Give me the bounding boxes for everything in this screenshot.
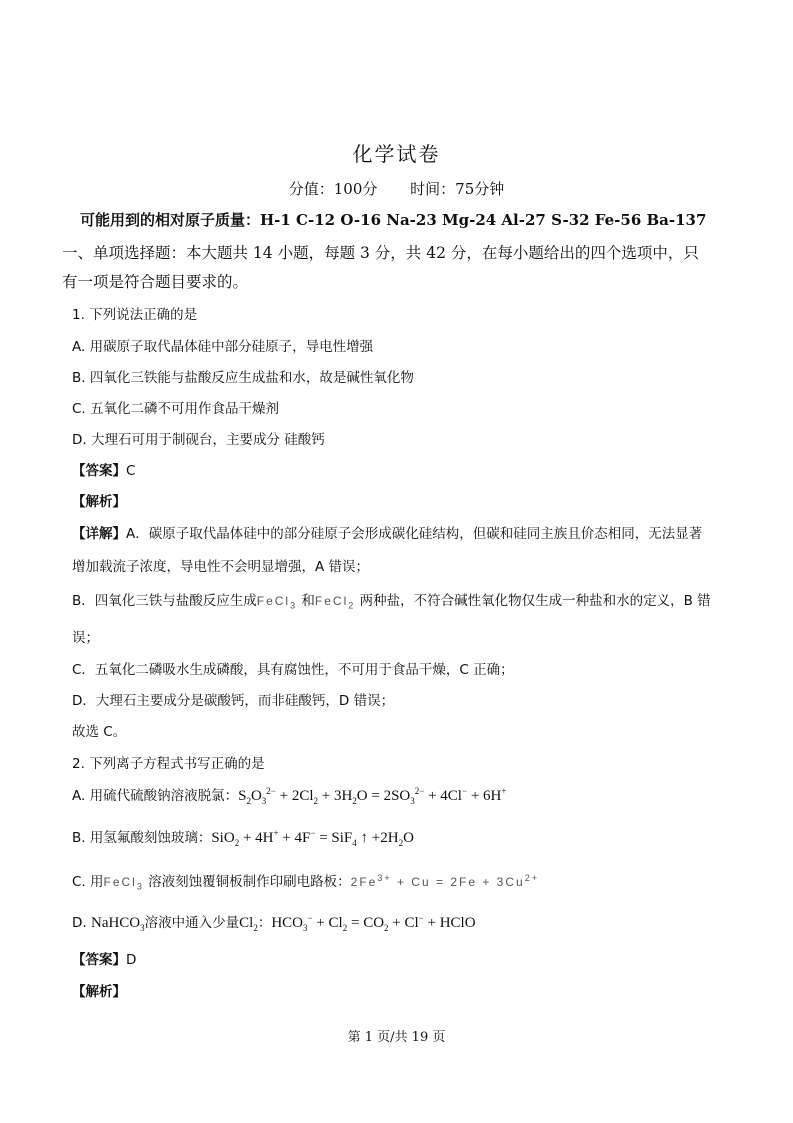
equation-a: $S_2O_3^{2-} + 2Cl_2 + 3H_2O = 2SO_3^{2-} + 4Cl^- + 6H^+$ <box>238 786 507 806</box>
formula-fecl2: FeCl$_2$ <box>314 594 356 611</box>
section-heading-line2: 有一项是符合题目要求的。 <box>62 273 249 291</box>
question-1-conclusion: 故选 C。 <box>72 724 127 740</box>
question-1-option-c: C. 五氧化二磷不可用作食品干燥剂 <box>72 401 280 417</box>
question-2-answer: 【答案】D <box>72 952 137 968</box>
question-2-stem: 2. 下列离子方程式书写正确的是 <box>72 756 265 772</box>
page-number: 第 1 页/共 19 页 <box>347 1030 446 1045</box>
detail-label: 【详解】 <box>72 526 126 542</box>
question-1-option-d: D. 大理石可用于制砚台，主要成分 硅酸钙 <box>72 432 325 448</box>
question-1-detail-c: C．五氧化二磷吸水生成磷酸，具有腐蚀性，不可用于食品干燥，C 正确； <box>72 662 514 678</box>
atomic-masses: 可能用到的相对原子质量：H-1 C-12 O-16 Na-23 Mg-24 Al-27 S-32 Fe-56 Ba-137 <box>80 211 707 229</box>
question-2-analysis-label: 【解析】 <box>72 984 126 1000</box>
exam-meta <box>0 178 793 199</box>
question-1-answer <box>72 459 135 479</box>
equation-c: $2Fe^{3+} + Cu = 2Fe + 3Cu^{2+}$ <box>350 873 539 889</box>
question-1-detail-b-line2: 误； <box>72 630 99 646</box>
question-1-detail-d: D．大理石主要成分是碳酸钙，而非硅酸钙，D 错误； <box>72 693 395 709</box>
question-2-option-b: B. 用氢氟酸刻蚀玻璃：SiO$_2$ + 4H+ + 4F− = SiF$_4$ ↑ $+2H_2O$ <box>72 828 414 848</box>
question-2-option-c: C. 用FeCl$_3$ 溶液刻蚀覆铜板制作印刷电路板：$2Fe^{3+} + Cu = 2Fe + 3Cu^{2+}$ <box>72 873 539 892</box>
formula-fecl3-c: FeCl$_3$ <box>103 875 144 892</box>
question-1-analysis-label: 【解析】 <box>72 494 126 510</box>
question-1-option-b: B. 四氧化三铁能与盐酸反应生成盐和水，故是碱性氧化物 <box>72 370 414 386</box>
equation-d: $HCO_3^- + Cl_2 = CO_2 + Cl^-$ + HClO <box>271 913 476 933</box>
question-2-option-d: D. NaHCO$_3$溶液中通入少量$Cl_2$：$HCO_3^- + Cl_2 = CO_2 + Cl^-$ + HClO <box>72 913 476 933</box>
page-title: 化学试卷 <box>352 142 441 166</box>
formula-fecl3: FeCl$_3$ <box>256 594 298 611</box>
score-info: 分值：100分 <box>288 180 378 198</box>
answer-value: C <box>126 463 136 479</box>
question-1-option-a: A. 用碳原子取代晶体硅中部分硅原子，导电性增强 <box>72 339 374 355</box>
question-1-detail-b-line1: B．四氧化三铁与盐酸反应生成FeCl$_3$ 和FeCl$_2$ 两种盐，不符合碱性氧化物仅生成一种盐和水的定义，B 错 <box>72 593 711 611</box>
time-info: 时间：75分钟 <box>410 180 505 198</box>
section-heading-line1: 一、单项选择题：本大题共 14 小题，每题 3 分，共 42 分，在每小题给出的四个选项中，只 <box>62 244 699 262</box>
question-1-detail-a-line2: 增加载流子浓度，导电性不会明显增强，A 错误； <box>72 559 370 575</box>
equation-b: SiO$_2$ + 4H+ + 4F− = SiF$_4$ ↑ $+2H_2O$ <box>211 828 414 848</box>
question-1-stem: 1. 下列说法正确的是 <box>72 307 198 323</box>
question-2-option-a: A. 用硫代硫酸钠溶液脱氯：$S_2O_3^{2-} + 2Cl_2 + 3H_2O = 2SO_3^{2-} + 4Cl^- + 6H^+$ <box>72 786 507 806</box>
question-1-detail-a-line1: 【详解】A．碳原子取代晶体硅中的部分硅原子会形成碳化硅结构，但碳和硅同主族且价态相同，无法显著 <box>72 526 703 542</box>
answer-label: 【答案】 <box>72 463 126 479</box>
